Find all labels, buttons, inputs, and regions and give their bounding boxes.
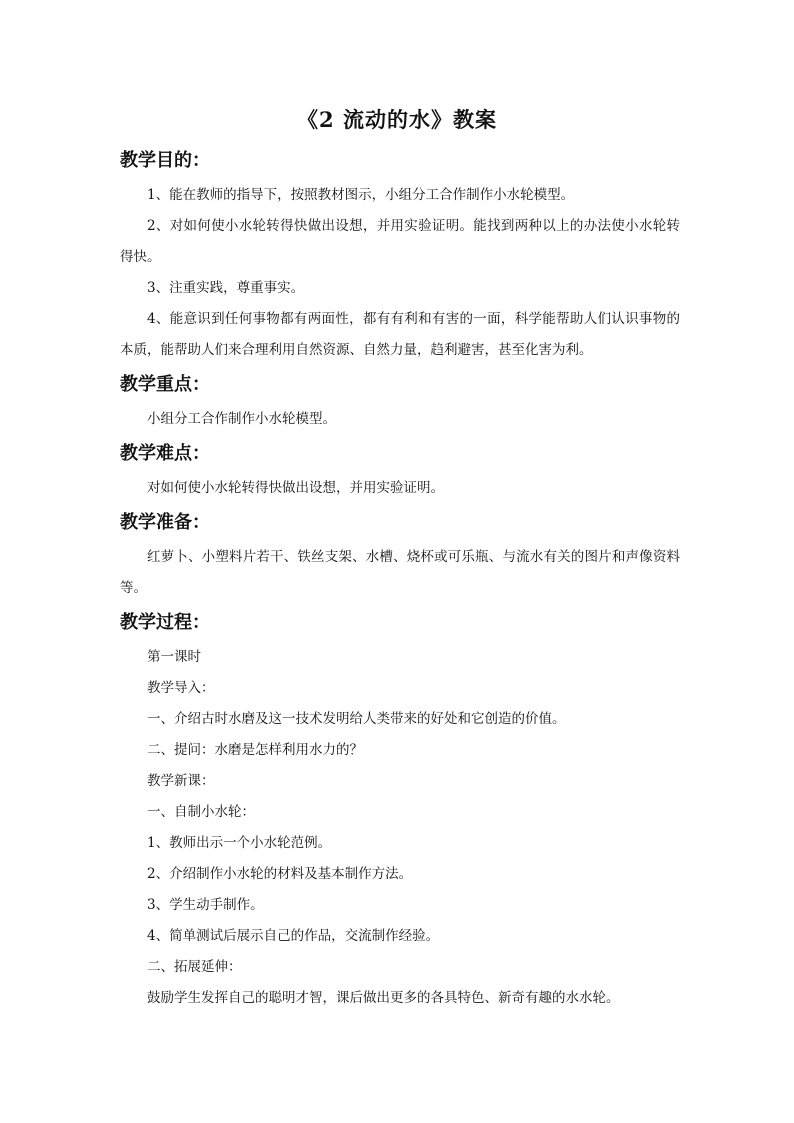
paragraph: 二、拓展延伸： — [147, 959, 242, 975]
section-heading: 教学重点： — [120, 374, 210, 395]
section-key-points — [120, 372, 680, 435]
section-objectives — [120, 148, 680, 366]
paragraph: 4、简单测试后展示自己的作品，交流制作经验。 — [147, 928, 440, 944]
section-difficulties — [120, 441, 680, 504]
paragraph: 2、对如何使小水轮转得快做出设想，并用实验证明。能找到两种以上的办法使小水轮转得快。 — [120, 218, 680, 265]
paragraph: 4、能意识到任何事物都有两面性，都有有利和有害的一面，科学能帮助人们认识事物的本质，能帮助人们来合理利用自然资源、自然力量，趋利避害，甚至化害为利。 — [120, 311, 680, 358]
paragraph: 2、介绍制作小水轮的材料及基本制作方法。 — [147, 866, 413, 882]
paragraph: 红萝卜、小塑料片若干、铁丝支架、水槽、烧杯或可乐瓶、与流水有关的图片和声像资料等。 — [120, 549, 680, 596]
paragraph: 小组分工合作制作小水轮模型。 — [147, 411, 336, 427]
section-heading: 教学过程： — [120, 612, 210, 633]
paragraph: 鼓励学生发挥自己的聪明才智，课后做出更多的各具特色、新奇有趣的水水轮。 — [147, 990, 620, 1006]
document-title: 《2 流动的水》教案 — [297, 107, 497, 132]
section-heading: 教学准备： — [120, 512, 210, 533]
paragraph: 1、教师出示一个小水轮范例。 — [147, 835, 332, 851]
paragraph: 1、能在教师的指导下，按照教材图示，小组分工合作制作小水轮模型。 — [147, 187, 575, 203]
section-heading: 教学目的： — [120, 150, 210, 171]
document-body — [120, 148, 680, 1014]
section-heading: 教学难点： — [120, 443, 210, 464]
paragraph: 3、学生动手制作。 — [147, 897, 264, 913]
paragraph: 教学新课： — [147, 773, 215, 789]
paragraph: 一、介绍古时水磨及这一技术发明给人类带来的好处和它创造的价值。 — [147, 711, 566, 727]
paragraph: 3、注重实践，尊重事实。 — [147, 280, 305, 296]
paragraph: 教学导入： — [147, 680, 215, 696]
paragraph: 二、提问：水磨是怎样利用水力的？ — [147, 742, 363, 758]
paragraph: 一、自制小水轮： — [147, 804, 255, 820]
section-preparation — [120, 510, 680, 604]
paragraph: 对如何使小水轮转得快做出设想，并用实验证明。 — [147, 480, 444, 496]
paragraph: 第一课时 — [147, 649, 201, 665]
section-process — [120, 610, 680, 1014]
